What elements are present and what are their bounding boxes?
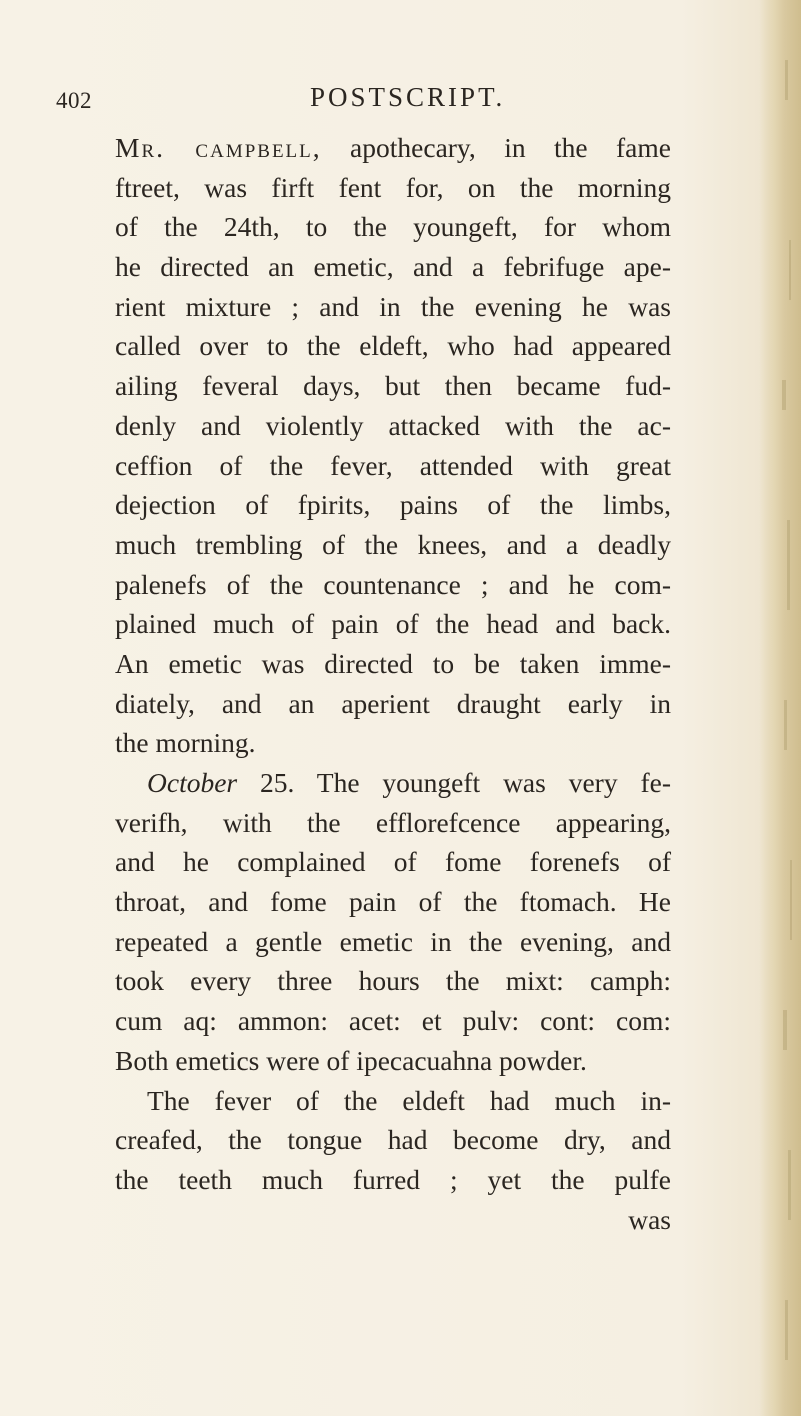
text-line [115, 446, 671, 486]
text-run: he directed an emetic, and a febrifuge ape- [115, 251, 671, 283]
text-run: Mr. campbell, [115, 132, 322, 163]
text-run: 25. The youngeft was very fe- [237, 767, 671, 798]
text-run: dejection of fpirits, pains of the limbs, [115, 489, 671, 521]
text-line [115, 644, 671, 684]
text-run: took every three hours the mixt: camph: [115, 965, 671, 997]
text-run: denly and violently attacked with the ac- [115, 409, 671, 441]
text-line [115, 763, 671, 803]
text-run: throat, and fome pain of the ftomach. He [115, 886, 671, 918]
text-run: much trembling of the knees, and a deadly [115, 528, 671, 560]
text-run: October [147, 767, 238, 798]
text-run: ftreet, was firft fent for, on the morning [115, 171, 671, 203]
text-run: ceffion of the fever, attended with great [115, 449, 671, 481]
catchword: was [628, 1203, 671, 1235]
text-run: called over to the eldeft, who had appeared [115, 330, 671, 362]
text-run: An emetic was directed to be taken imme- [115, 647, 671, 679]
text-line [115, 525, 671, 565]
text-line [115, 723, 671, 763]
text-line [115, 406, 671, 446]
text-line [115, 326, 671, 366]
text-line [115, 922, 671, 962]
text-run: repeated a gentle emetic in the evening, and [115, 925, 671, 957]
text-line [115, 604, 671, 644]
text-line [115, 565, 671, 605]
body-text [115, 128, 671, 1239]
text-run: the teeth much furred ; yet the pulfe [115, 1163, 671, 1195]
text-run: creafed, the tongue had become dry, and [115, 1124, 671, 1156]
text-run: of the 24th, to the youngeft, for whom [115, 211, 671, 243]
text-run: rient mixture ; and in the evening he was [115, 290, 671, 322]
text-line [115, 803, 671, 843]
text-line [115, 207, 671, 247]
text-line [115, 842, 671, 882]
text-run: Both emetics were of ipecacuahna powder. [115, 1044, 587, 1076]
text-line [115, 961, 671, 1001]
text-line [115, 882, 671, 922]
text-run: diately, and an aperient draught early in [115, 687, 671, 719]
text-line [115, 168, 671, 208]
text-run: palenefs of the countenance ; and he com- [115, 568, 671, 600]
text-line [115, 1081, 671, 1121]
text-line [115, 1120, 671, 1160]
text-run: and he complained of fome forenefs of [115, 846, 671, 878]
page-number: 402 [56, 88, 92, 113]
text-run: verifh, with the efflorefcence appearing, [115, 806, 671, 838]
text-run: The fever of the eldeft had much in- [147, 1084, 671, 1116]
text-line [115, 1041, 671, 1081]
page-header [0, 82, 801, 112]
text-run: plained much of pain of the head and back. [115, 608, 671, 640]
text-line [115, 247, 671, 287]
text-line [115, 485, 671, 525]
text-line [115, 128, 671, 168]
text-line [115, 1001, 671, 1041]
text-run: ailing feveral days, but then became fud- [115, 370, 671, 402]
text-line [115, 287, 671, 327]
page-edge-foxing [767, 0, 797, 1416]
text-line [115, 1160, 671, 1200]
text-run: apothecary, in the fame [321, 132, 671, 163]
running-head: POSTSCRIPT. [310, 82, 506, 112]
text-run: cum aq: ammon: acet: et pulv: cont: com: [115, 1005, 671, 1037]
text-line [115, 366, 671, 406]
text-line [115, 684, 671, 724]
text-run: the morning. [115, 727, 256, 759]
